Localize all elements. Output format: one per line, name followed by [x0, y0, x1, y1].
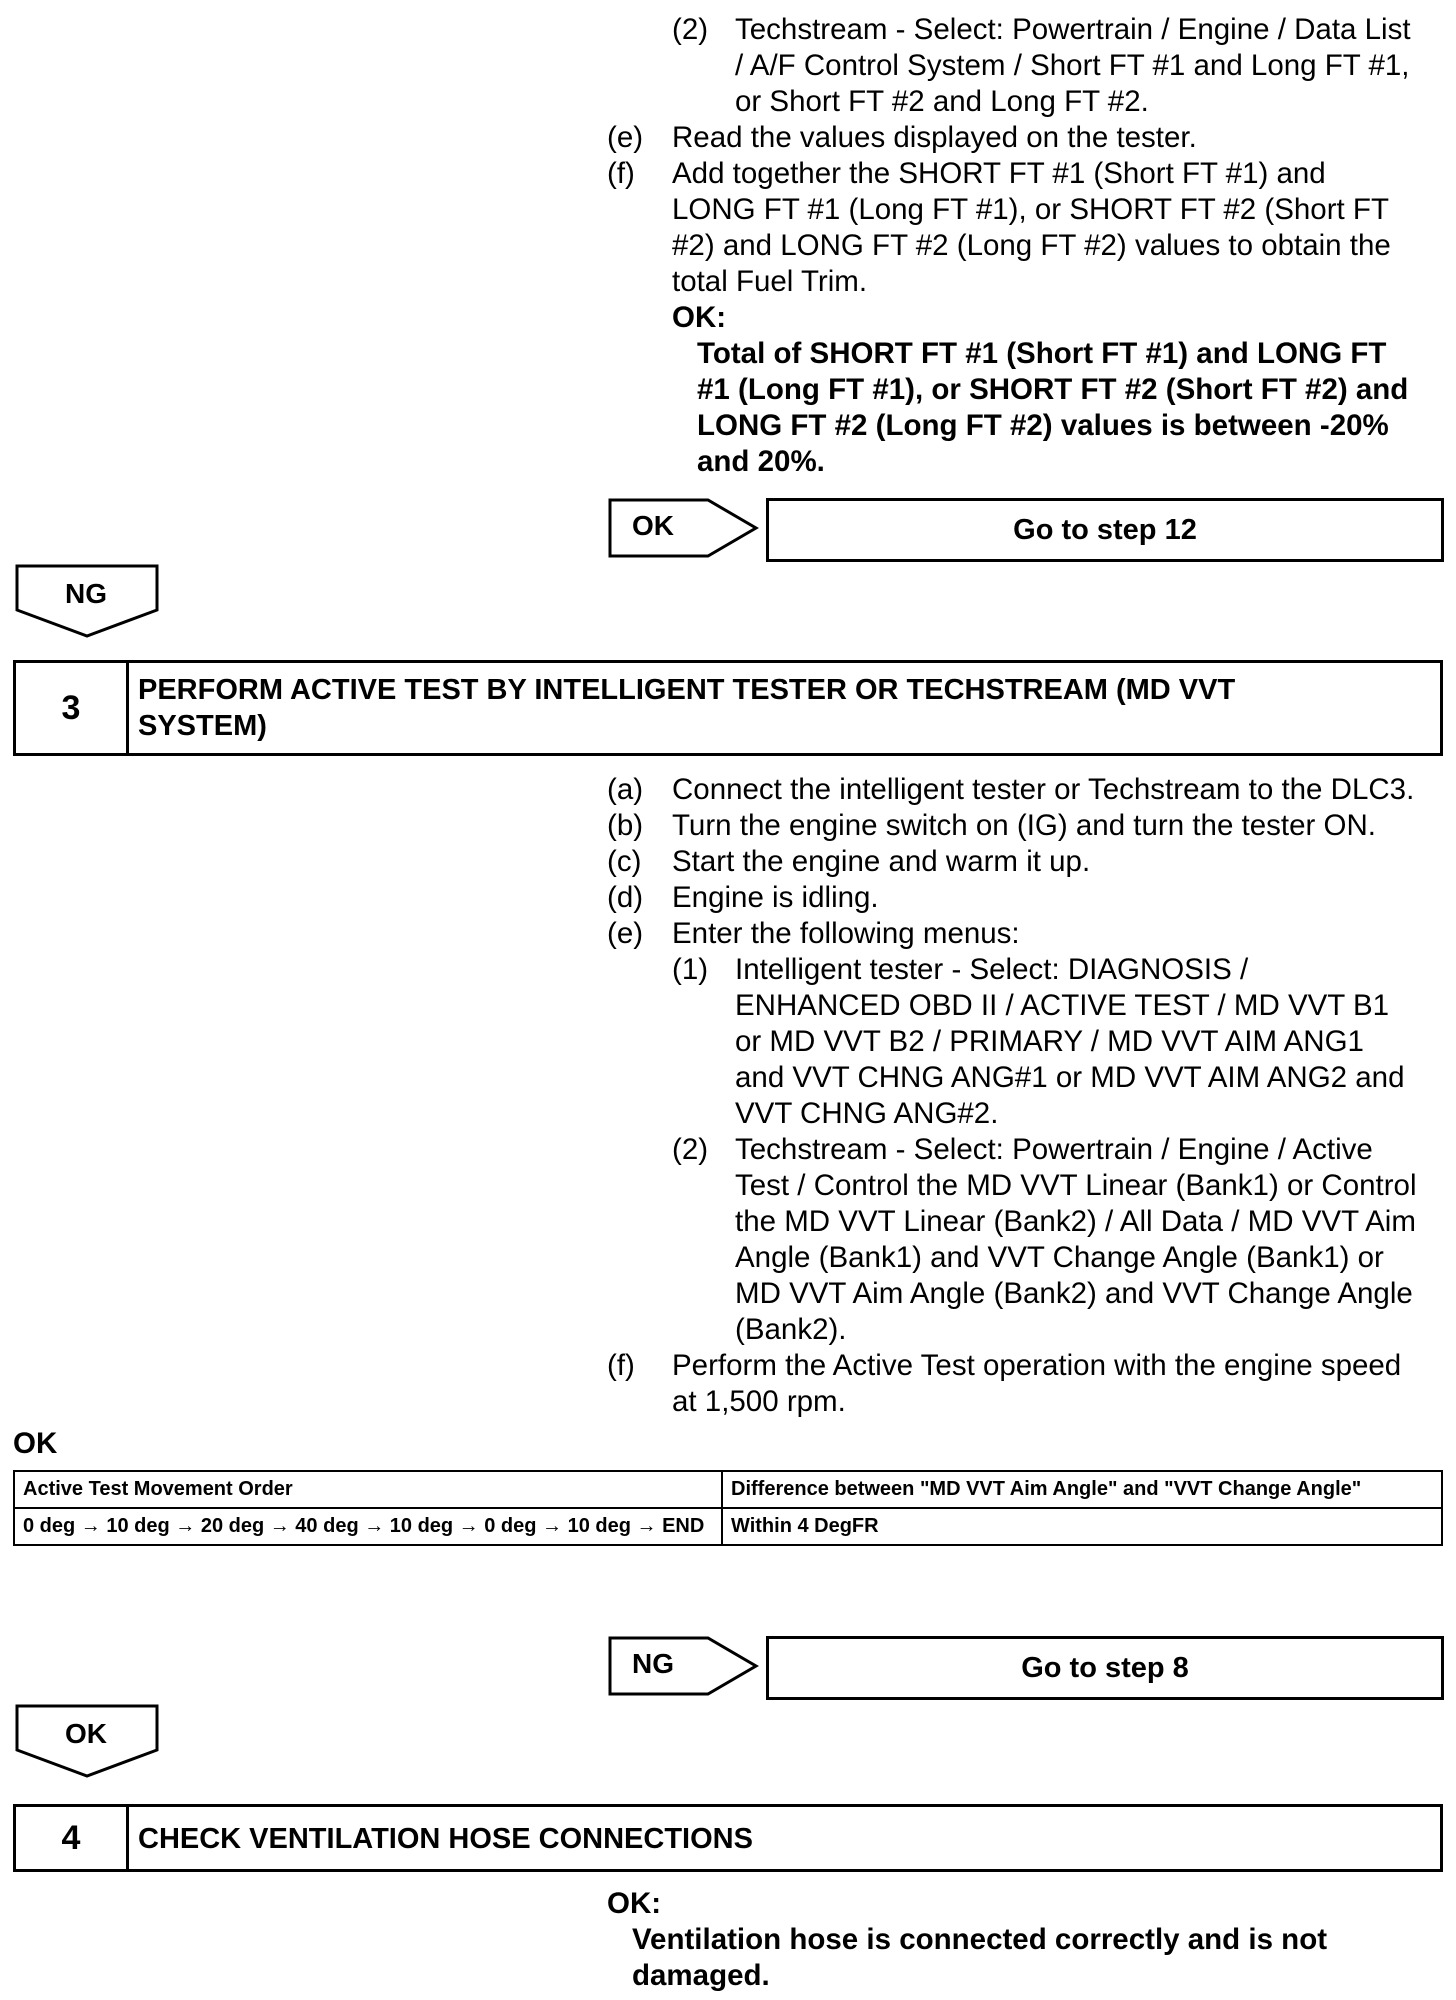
step-title: PERFORM ACTIVE TEST BY INTELLIGENT TESTER OR TECHSTREAM (MD VVT	[138, 674, 1236, 706]
item-text: Read the values displayed on the tester.	[672, 121, 1197, 154]
item-marker: (c)	[607, 845, 642, 878]
item-marker: (f)	[607, 157, 635, 190]
arrow-right-icon	[608, 1636, 760, 1696]
item-text: or MD VVT B2 / PRIMARY / MD VVT AIM ANG1	[735, 1025, 1364, 1058]
goto-step-8-button[interactable]: Go to step 8	[766, 1636, 1444, 1700]
branch-arrow-ng[interactable]	[608, 1636, 760, 1696]
goto-step-12-button[interactable]: Go to step 12	[766, 498, 1444, 562]
item-marker: (2)	[672, 13, 709, 46]
item-text: LONG FT #1 (Long FT #1), or SHORT FT #2 (Short FT	[672, 193, 1389, 226]
item-text: Engine is idling.	[672, 881, 879, 914]
table-header-cell: Difference between "MD VVT Aim Angle" and "VVT Change Angle"	[722, 1471, 1442, 1508]
item-marker: (b)	[607, 809, 644, 842]
table-row	[14, 1508, 1442, 1545]
ok-text: damaged.	[632, 1959, 770, 1992]
table-header-row	[14, 1471, 1442, 1508]
item-text: Perform the Active Test operation with the engine speed	[672, 1349, 1402, 1382]
item-text: Techstream - Select: Powertrain / Engine / Data List	[735, 13, 1411, 46]
item-text: Start the engine and warm it up.	[672, 845, 1091, 878]
step-3-header	[13, 660, 1443, 756]
item-text: Enter the following menus:	[672, 917, 1020, 950]
arrow-right-icon	[608, 498, 760, 558]
item-text: Angle (Bank1) and VVT Change Angle (Bank1) or	[735, 1241, 1384, 1274]
item-text: / A/F Control System / Short FT #1 and Long FT #1,	[735, 49, 1410, 82]
item-text: MD VVT Aim Angle (Bank2) and VVT Change Angle	[735, 1277, 1413, 1310]
item-text: Intelligent tester - Select: DIAGNOSIS /	[735, 953, 1249, 986]
spec-table	[13, 1470, 1443, 1546]
down-tag-label: OK	[65, 1718, 107, 1749]
table-header-cell: Active Test Movement Order	[14, 1471, 722, 1508]
item-text: (Bank2).	[735, 1313, 847, 1346]
item-marker: (2)	[672, 1133, 709, 1166]
item-text: the MD VVT Linear (Bank2) / All Data / MD VVT Aim	[735, 1205, 1416, 1238]
item-text: Turn the engine switch on (IG) and turn the tester ON.	[672, 809, 1376, 842]
item-marker: (e)	[607, 917, 644, 950]
item-text: and VVT CHNG ANG#1 or MD VVT AIM ANG2 and	[735, 1061, 1405, 1094]
ok-heading: OK	[13, 1427, 58, 1460]
item-text: #2) and LONG FT #2 (Long FT #2) values to obtain the	[672, 229, 1391, 262]
step-number: 3	[16, 663, 129, 753]
ok-text: and 20%.	[697, 445, 825, 478]
step-title: SYSTEM)	[138, 710, 267, 742]
down-tag-label: NG	[65, 578, 107, 609]
item-text: Add together the SHORT FT #1 (Short FT #1) and	[672, 157, 1326, 190]
ok-text: Total of SHORT FT #1 (Short FT #1) and LONG FT	[697, 337, 1387, 370]
step-number: 4	[16, 1807, 129, 1869]
item-text: total Fuel Trim.	[672, 265, 868, 298]
ok-label: OK:	[607, 1887, 662, 1920]
down-tag-ng[interactable]	[15, 564, 159, 638]
item-text: or Short FT #2 and Long FT #2.	[735, 85, 1149, 118]
step-4-header	[13, 1804, 1443, 1872]
item-text: Techstream - Select: Powertrain / Engine / Active	[735, 1133, 1373, 1166]
item-text: ENHANCED OBD II / ACTIVE TEST / MD VVT B1	[735, 989, 1390, 1022]
down-tag-ok[interactable]	[15, 1704, 159, 1778]
item-marker: (d)	[607, 881, 644, 914]
item-text: Connect the intelligent tester or Techstream to the DLC3.	[672, 773, 1415, 806]
branch-arrow-ok[interactable]	[608, 498, 760, 558]
table-cell: 0 deg → 10 deg → 20 deg → 40 deg → 10 deg → 0 deg → 10 deg → END	[14, 1508, 722, 1545]
step-title: CHECK VENTILATION HOSE CONNECTIONS	[138, 1823, 753, 1855]
branch-label: NG	[632, 1648, 674, 1679]
item-marker: (a)	[607, 773, 644, 806]
table-cell: Within 4 DegFR	[722, 1508, 1442, 1545]
ok-label: OK:	[672, 301, 727, 334]
item-marker: (e)	[607, 121, 644, 154]
ok-text: LONG FT #2 (Long FT #2) values is between -20%	[697, 409, 1389, 442]
branch-label: OK	[632, 510, 674, 541]
ok-text: #1 (Long FT #1), or SHORT FT #2 (Short FT #2) and	[697, 373, 1409, 406]
ok-text: Ventilation hose is connected correctly and is not	[632, 1923, 1328, 1956]
item-marker: (1)	[672, 953, 709, 986]
item-text: Test / Control the MD VVT Linear (Bank1) or Control	[735, 1169, 1417, 1202]
item-text: VVT CHNG ANG#2.	[735, 1097, 999, 1130]
item-marker: (f)	[607, 1349, 635, 1382]
item-text: at 1,500 rpm.	[672, 1385, 846, 1418]
